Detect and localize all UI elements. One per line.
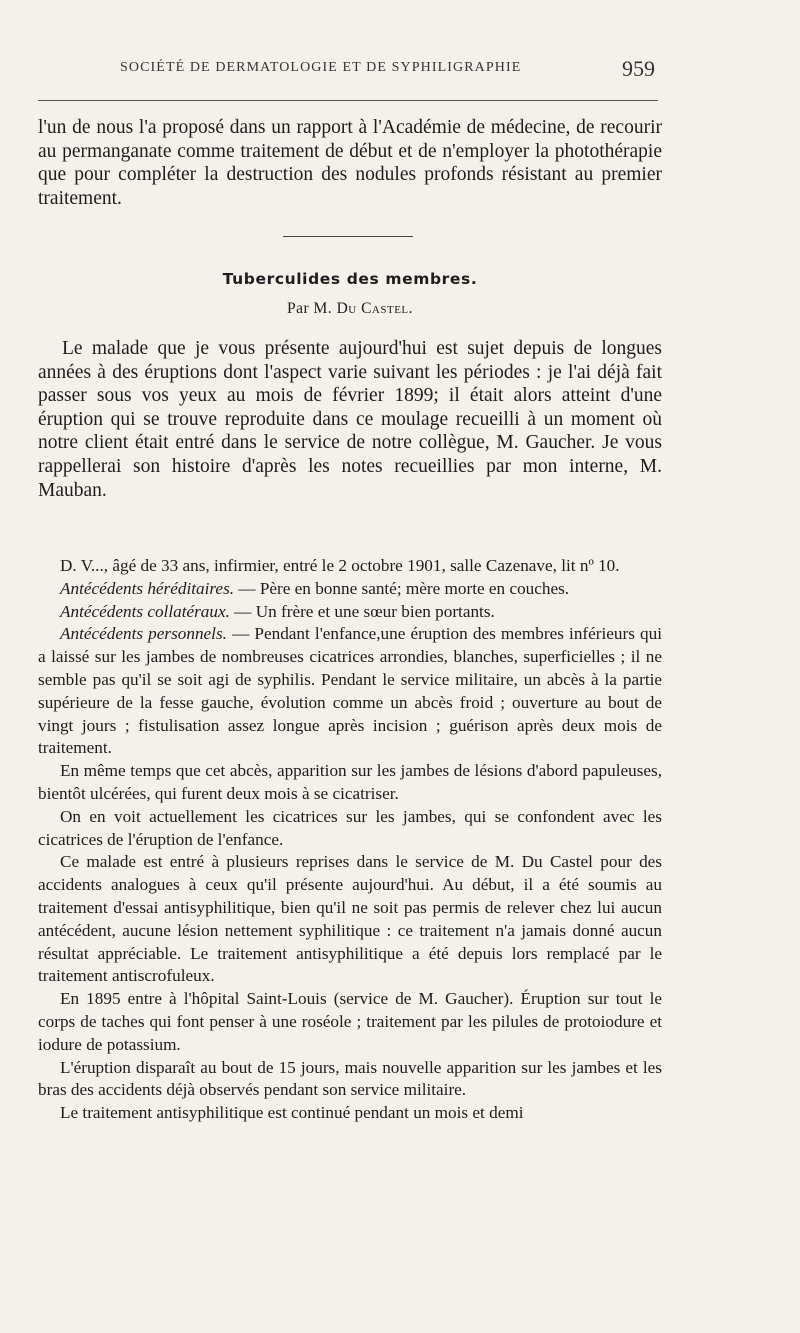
hereditary-text: — Père en bonne santé; mère morte en couches. (234, 578, 570, 598)
patient-line: D. V..., âgé de 33 ans, infirmier, entré le 2 octobre 1901, salle Cazenave, lit nº 10. (60, 556, 620, 575)
observation-paragraph: On en voit actuellement les cicatrices sur les jambes, qui se confondent avec les cicatrices de l'éruption de l'enfance. (38, 806, 662, 849)
opening-paragraph: Le malade que je vous présente aujourd'hui est sujet depuis de longues années à des éruptions dont l'aspect varie suivant les périodes : je l'ai déjà fait passer sous vos yeux au mois de février 1899; il était alors atteint d'une éruption qui se trouve reproduite dans ce moulage recueilli à un moment où notre client était entré dans le service de notre collègue, M. Gaucher. Je vous rappellerai son histoire d'après les notes recueillies par mon interne, M. Mauban. (38, 338, 662, 501)
section-title: Tuberculides des membres. (222, 270, 478, 288)
collateral-label: Antécédents collatéraux. (60, 601, 230, 621)
observation-paragraph: L'éruption disparaît au bout de 15 jours, mais nouvelle apparition sur les jambes et les bras des accidents déjà observés pendant son service militaire. (38, 1057, 662, 1100)
page-number: 959 (622, 56, 655, 81)
collateral-paragraph (38, 601, 662, 624)
observation-paragraph: Ce malade est entré à plusieurs reprises dans le service de M. Du Castel pour des accidents analogues à ceux qu'il présente aujourd'hui. Au début, il a été soumis au traitement d'essai antisyphilitique, bien qu'il ne soit pas permis de relever chez lui aucun antécédent, aucune lésion nettement syphilitique : ce traitement n'a jamais donné aucun résultat appréciable. Le traitement antisyphilitique a été depuis lors remplacé par le traitement antiscrofuleux. (38, 852, 662, 986)
opening-paragraph-block (38, 337, 662, 502)
hereditary-label: Antécédents héréditaires. (60, 578, 235, 598)
personal-text: — Pendant l'enfance,une éruption des membres inférieurs qui a laissé sur les jambes de nombreuses cicatrices arrondies, blanches, superficielles ; il ne semble pas qu'il se soit agi de syphilis. Pendant le service militaire, un abcès à la partie supérieure de la fesse gauche, évolution comme un abcès froid ; ouverture au bout de vingt jours ; fistulisation assez longue après incision ; guérison après deux mois de traitement. (38, 624, 663, 758)
header-rule (38, 100, 658, 101)
personal-paragraph (38, 623, 662, 760)
section-divider (283, 236, 413, 237)
observation-paragraph: En 1895 entre à l'hôpital Saint-Louis (service de M. Gaucher). Éruption sur tout le corps de taches qui font penser à une roséole ; traitement par les pilules de protoiodure et iodure de potassium. (38, 989, 662, 1054)
byline (38, 300, 662, 318)
intro-paragraph: l'un de nous l'a proposé dans un rapport à l'Académie de médecine, de recourir au permanganate comme traitement de début et de n'employer la photothérapie que pour compléter la destruction des nodules profonds résistant au premier traitement. (38, 117, 662, 209)
running-title: SOCIÉTÉ DE DERMATOLOGIE ET DE SYPHILIGRAPHIE (120, 60, 522, 75)
intro-paragraph-block (38, 116, 662, 210)
observation-paragraph: En même temps que cet abcès, apparition sur les jambes de lésions d'abord papuleuses, bientôt ulcérées, qui furent deux mois à se cicatriser. (38, 761, 662, 803)
hereditary-paragraph (38, 578, 662, 601)
collateral-text: — Un frère et une sœur bien portants. (229, 601, 495, 621)
byline-prefix: Par M. (286, 300, 333, 317)
author-name: Du Castel. (336, 300, 414, 317)
personal-label: Antécédents personnels. (60, 624, 227, 644)
observation-block (38, 555, 662, 1125)
observation-paragraph: Le traitement antisyphilitique est continué pendant un mois et demi (60, 1103, 524, 1123)
